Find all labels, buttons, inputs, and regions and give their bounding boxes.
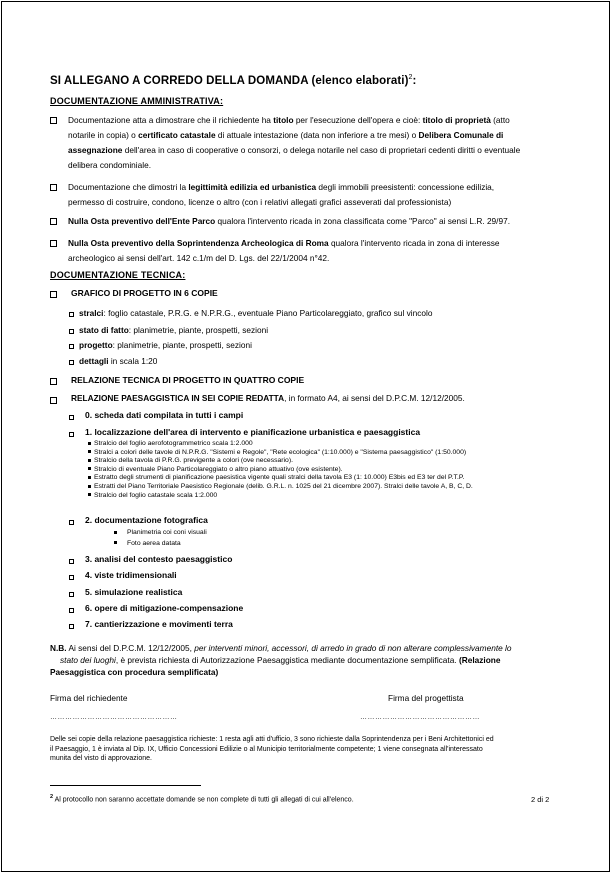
list-item: Stralcio di eventuale Piano Particolareggiato o altro piano attuativo (ove esistente).	[88, 466, 588, 475]
checkbox-mitigazione[interactable]	[69, 608, 74, 613]
grafico-title: GRAFICO DI PROGETTO IN 6 COPIE	[71, 288, 218, 298]
admin-section-heading: DOCUMENTAZIONE AMMINISTRATIVA:	[50, 96, 224, 106]
checkbox-analisi-contesto[interactable]	[69, 559, 74, 564]
checkbox-stralci[interactable]	[69, 312, 74, 317]
signature-label-progettista: Firma del progettista	[388, 693, 464, 703]
fotografica-bullets	[114, 529, 207, 548]
paes-item-6: 6. opere di mitigazione-compensazione	[85, 603, 244, 613]
checkbox-legittimita[interactable]	[50, 184, 57, 191]
list-item: Planimetria coi coni visuali	[114, 529, 207, 538]
page-title: SI ALLEGANO A CORREDO DELLA DOMANDA (elenco elaborati)$^2$:	[50, 74, 417, 87]
checkbox-nulla-osta-parco[interactable]	[50, 218, 57, 225]
relazione-tecnica: RELAZIONE TECNICA DI PROGETTO IN QUATTRO COPIE	[71, 375, 305, 385]
admin-item-nulla-osta-soprintendenza: Nulla Osta preventivo della Soprintendenza Archeologica di Roma qualora l'intervento ricada in zona di interesse archeologico ai sensi dell'art. 142 c.1/m del D. Lgs. del 22/1/2004 n°42.	[68, 238, 500, 263]
admin-item-legittimita: Documentazione che dimostri la legittimità edilizia ed urbanistica degli immobili preesistenti: concessione edilizia, permesso di costruire, condono, licenze o altro (con i relativi allegati grafici asseverati dal professionista)	[68, 182, 495, 207]
paes-item-3: 3. analisi del contesto paesaggistico	[85, 554, 233, 564]
checkbox-simulazione[interactable]	[69, 592, 74, 597]
checkbox-documentazione-fotografica[interactable]	[69, 520, 74, 525]
list-item: Stralcio della tavola di P.R.G. previgente a colori (ove necessario).	[88, 457, 588, 466]
checkbox-relazione-tecnica[interactable]	[50, 378, 57, 385]
footnote-separator	[50, 785, 201, 786]
paes-item-5: 5. simulazione realistica	[85, 587, 183, 597]
checkbox-localizzazione[interactable]	[69, 432, 74, 437]
paes-item-1: 1. localizzazione dell'area di intervento e pianificazione urbanistica e paesaggistica	[85, 427, 421, 437]
checkbox-grafico[interactable]	[50, 291, 57, 298]
admin-item-nulla-osta-parco: Nulla Osta preventivo dell'Ente Parco qualora l'intervento ricada in zona classificata come "Parco" ai sensi L.R. 29/97.	[68, 216, 511, 226]
grafico-item-stralci: stralci: foglio catastale, P.R.G. e N.P.R.G., eventuale Piano Particolareggiato, grafico sul vincolo	[79, 308, 433, 318]
page-number: 2 di 2	[531, 795, 550, 804]
checkbox-relazione-paesaggistica[interactable]	[50, 397, 57, 404]
list-item: Stralci a colori delle tavole di N.P.R.G. "Sistemi e Regole", "Rete ecologica" (1:10.000) e "Sistema paesaggistico" (1:50.000)	[88, 449, 588, 458]
list-item: Estratto degli strumenti di pianificazione paesistica vigente quali stralci della tavola E3 (1: 10.000) E3bis ed E3 ter del P.T.P.	[88, 474, 588, 483]
paes-item-0: 0. scheda dati compilata in tutti i campi	[85, 410, 244, 420]
grafico-item-progetto: progetto: planimetrie, piante, prospetti, sezioni	[79, 340, 252, 350]
list-item: Stralcio del foglio aerofotogrammetrico scala 1:2.000	[88, 440, 588, 449]
localizzazione-bullets	[88, 440, 588, 500]
copies-note: Delle sei copie della relazione paesaggistica richieste: 1 resta agli atti d'ufficio, 3 sono richieste dalla Soprintendenza per i Beni Architettonici ed il Paesaggio, 1 è inviata al Dip. IX, Ufficio Concessioni Edilizie o al Municipio territorialmente competente; 1 viene consegnata all'interessato munita del visto di approvazione.	[50, 736, 494, 762]
checkbox-stato-di-fatto[interactable]	[69, 329, 74, 334]
checkbox-progetto[interactable]	[69, 344, 74, 349]
footnote: $^2$ Al protocollo non saranno accettate domande se non complete di tutti gli allegati di cui all'elenco.	[50, 794, 354, 804]
paes-item-4: 4. viste tridimensionali	[85, 570, 177, 580]
footnote-ref: 2	[408, 74, 413, 81]
document-page	[1, 1, 610, 872]
checkbox-scheda-dati[interactable]	[69, 415, 74, 420]
checkbox-dettagli[interactable]	[69, 360, 74, 365]
grafico-item-stato-di-fatto: stato di fatto: planimetrie, piante, prospetti, sezioni	[79, 325, 269, 335]
relazione-paesaggistica: RELAZIONE PAESAGGISTICA IN SEI COPIE REDATTA, in formato A4, ai sensi del D.P.C.M. 12/12/2005.	[71, 393, 465, 403]
signature-label-richiedente: Firma del richiedente	[50, 693, 128, 703]
paes-item-2: 2. documentazione fotografica	[85, 515, 208, 525]
checkbox-cantierizzazione[interactable]	[69, 624, 74, 629]
paes-item-7: 7. cantierizzazione e movimenti terra	[85, 619, 233, 629]
list-item: Stralcio del foglio catastale scala 1:2.000	[88, 492, 588, 501]
checkbox-nulla-osta-soprintendenza[interactable]	[50, 240, 57, 247]
tech-section-heading: DOCUMENTAZIONE TECNICA:	[50, 270, 186, 280]
checkbox-titolo[interactable]	[50, 117, 57, 124]
admin-item-titolo: Documentazione atta a dimostrare che il richiedente ha titolo per l'esecuzione dell'opera e cioè: titolo di proprietà (atto notarile in copia) o certificato catastale di attuale intestazione (data non inferiore a tre mesi) o Delibera Comunale di assegnazione dell'area in caso di cooperative o consorzi, o delega notarile nel caso di proprietari cedenti diritti o eventuale delibera condominiale.	[68, 115, 521, 170]
signature-line-progettista[interactable]: …………………………………………	[360, 714, 480, 721]
grafico-item-dettagli: dettagli in scala 1:20	[79, 356, 158, 366]
list-item: Foto aerea datata	[114, 540, 207, 549]
nb-note: N.B. Ai sensi del D.P.C.M. 12/12/2005, per interventi minori, accessori, di arredo in grado di non alterare complessivamente lo stato dei luoghi, è prevista richiesta di Autorizzazione Paesaggistica mediante documentazione semplificata. (Relazione Paesaggistica con procedura semplificata)	[50, 643, 512, 677]
checkbox-viste[interactable]	[69, 575, 74, 580]
list-item: Estratti del Piano Territoriale Paesistico Regionale (delib. G.R.L. n. 1025 del 21 dicembre 2007). Stralci delle tavole A, B, C, D.	[88, 483, 588, 492]
signature-line-richiedente[interactable]: ……………………………………………	[50, 714, 178, 721]
